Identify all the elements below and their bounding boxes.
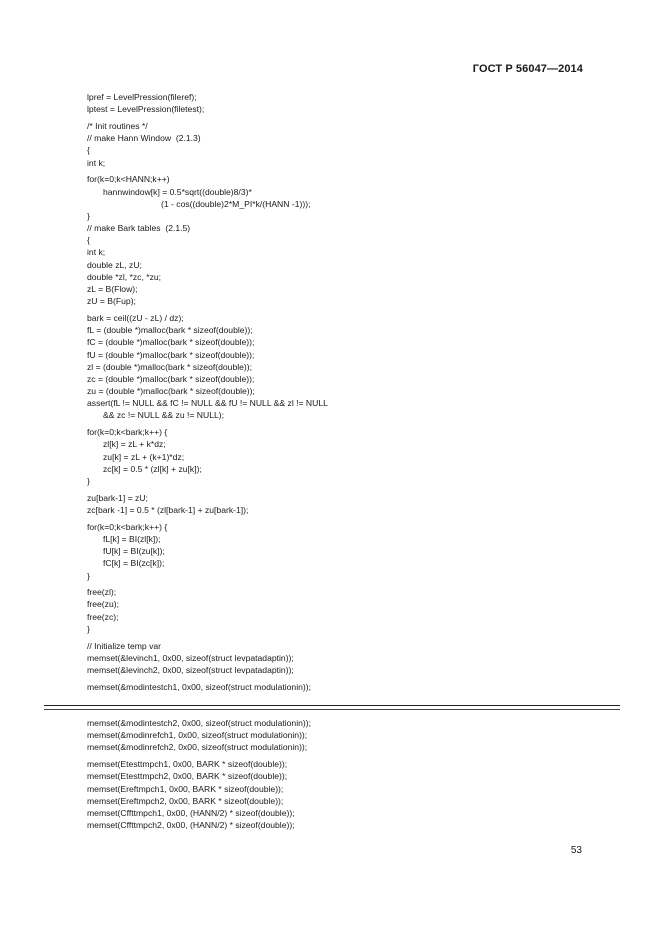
code-line: memset(&modintestch2, 0x00, sizeof(struct modulationin));: [87, 718, 312, 728]
code-line: double zL, zU;: [87, 259, 142, 270]
code-line: fL = (double *)malloc(bark * sizeof(double));: [87, 325, 253, 336]
code-line: bark = ceil((zU - zL) / dz);: [87, 312, 184, 323]
code-line: zl[k] = zL + k*dz;: [103, 439, 166, 450]
code-line: double *zl, *zc, *zu;: [87, 271, 162, 282]
code-line: zu = (double *)malloc(bark * sizeof(double));: [87, 386, 255, 397]
code-line: && zc != NULL && zu != NULL);: [103, 410, 224, 421]
section-divider-line-thin: [44, 709, 620, 710]
code-line: fL[k] = BI(zl[k]);: [103, 533, 161, 544]
code-line: memset(Etesttmpch2, 0x00, BARK * sizeof(double));: [87, 771, 288, 782]
code-line: for(k=0;k<HANN;k++): [87, 174, 170, 185]
code-line: }: [87, 476, 90, 486]
code-line: zc[bark -1] = 0.5 * (zl[bark-1] + zu[bark-1]);: [87, 504, 249, 515]
code-line: memset(Ereftmpch1, 0x00, BARK * sizeof(double));: [87, 783, 284, 794]
code-line: for(k=0;k<bark;k++) {: [87, 427, 168, 438]
code-line: int k;: [87, 157, 106, 168]
code-line: }: [87, 210, 90, 221]
code-line: free(zl);: [87, 587, 117, 598]
code-line: memset(Cffttmpch1, 0x00, (HANN/2) * sizeof(double));: [87, 807, 295, 818]
code-line: fC = (double *)malloc(bark * sizeof(double));: [87, 337, 255, 348]
code-line: }: [87, 623, 90, 634]
code-line: memset(&levinch2, 0x00, sizeof(struct levpatadaptin));: [87, 665, 294, 675]
code-line: zc[k] = 0.5 * (zl[k] + zu[k]);: [103, 463, 202, 474]
code-line: zu[bark-1] = zU;: [87, 492, 148, 503]
code-line: zl = (double *)malloc(bark * sizeof(double));: [87, 361, 253, 372]
code-line: /* Init routines */: [87, 120, 148, 131]
page-number: 53: [570, 845, 582, 856]
code-line: free(zc);: [87, 611, 119, 622]
code-line: memset(&modintestch1, 0x00, sizeof(struct modulationin));: [87, 681, 312, 692]
code-line: // make Bark tables (2.1.5): [87, 223, 191, 234]
code-line: lpref = LevelPression(fileref);: [87, 92, 197, 102]
code-line: {: [87, 145, 90, 156]
code-line: zL = B(Flow);: [87, 284, 138, 294]
section-divider-line: [44, 705, 620, 706]
code-line: fU[k] = BI(zu[k]);: [103, 546, 165, 557]
code-line: zc = (double *)malloc(bark * sizeof(double));: [87, 373, 255, 384]
code-line: memset(Etesttmpch1, 0x00, BARK * sizeof(double));: [87, 759, 288, 770]
code-line: // make Hann Window (2.1.3): [87, 133, 201, 144]
document-standard-header: ГОСТ Р 56047—2014: [472, 63, 583, 75]
code-line: zU = B(Fup);: [87, 296, 136, 307]
code-line: memset(&levinch1, 0x00, sizeof(struct levpatadaptin));: [87, 652, 294, 663]
code-line: memset(&modinrefch2, 0x00, sizeof(struct modulationin));: [87, 742, 308, 753]
code-line: zu[k] = zL + (k+1)*dz;: [103, 451, 185, 462]
code-line: memset(Cffttmpch2, 0x00, (HANN/2) * sizeof(double));: [87, 820, 295, 831]
code-line: {: [87, 235, 90, 246]
code-line: for(k=0;k<bark;k++) {: [87, 521, 168, 532]
code-line: fU = (double *)malloc(bark * sizeof(double));: [87, 349, 255, 360]
code-line: }: [87, 570, 90, 581]
code-line: fC[k] = BI(zc[k]);: [103, 558, 165, 569]
code-listing-top: [87, 91, 587, 693]
code-line: (1 - cos((double)2*M_PI*k/(HANN -1)));: [161, 198, 311, 209]
code-line: free(zu);: [87, 599, 119, 610]
code-line: hannwindow[k] = 0.5*sqrt((double)8/3)*: [103, 186, 252, 197]
code-line: assert(fL != NULL && fC != NULL && fU != NULL && zl != NULL: [87, 398, 328, 409]
code-line: lptest = LevelPression(filetest);: [87, 104, 205, 115]
code-line: memset(Ereftmpch2, 0x00, BARK * sizeof(double));: [87, 795, 284, 806]
code-line: int k;: [87, 247, 106, 258]
code-line: // Initialize temp var: [87, 640, 162, 651]
code-line: memset(&modinrefch1, 0x00, sizeof(struct modulationin));: [87, 730, 308, 741]
code-listing-bottom: [87, 717, 587, 831]
